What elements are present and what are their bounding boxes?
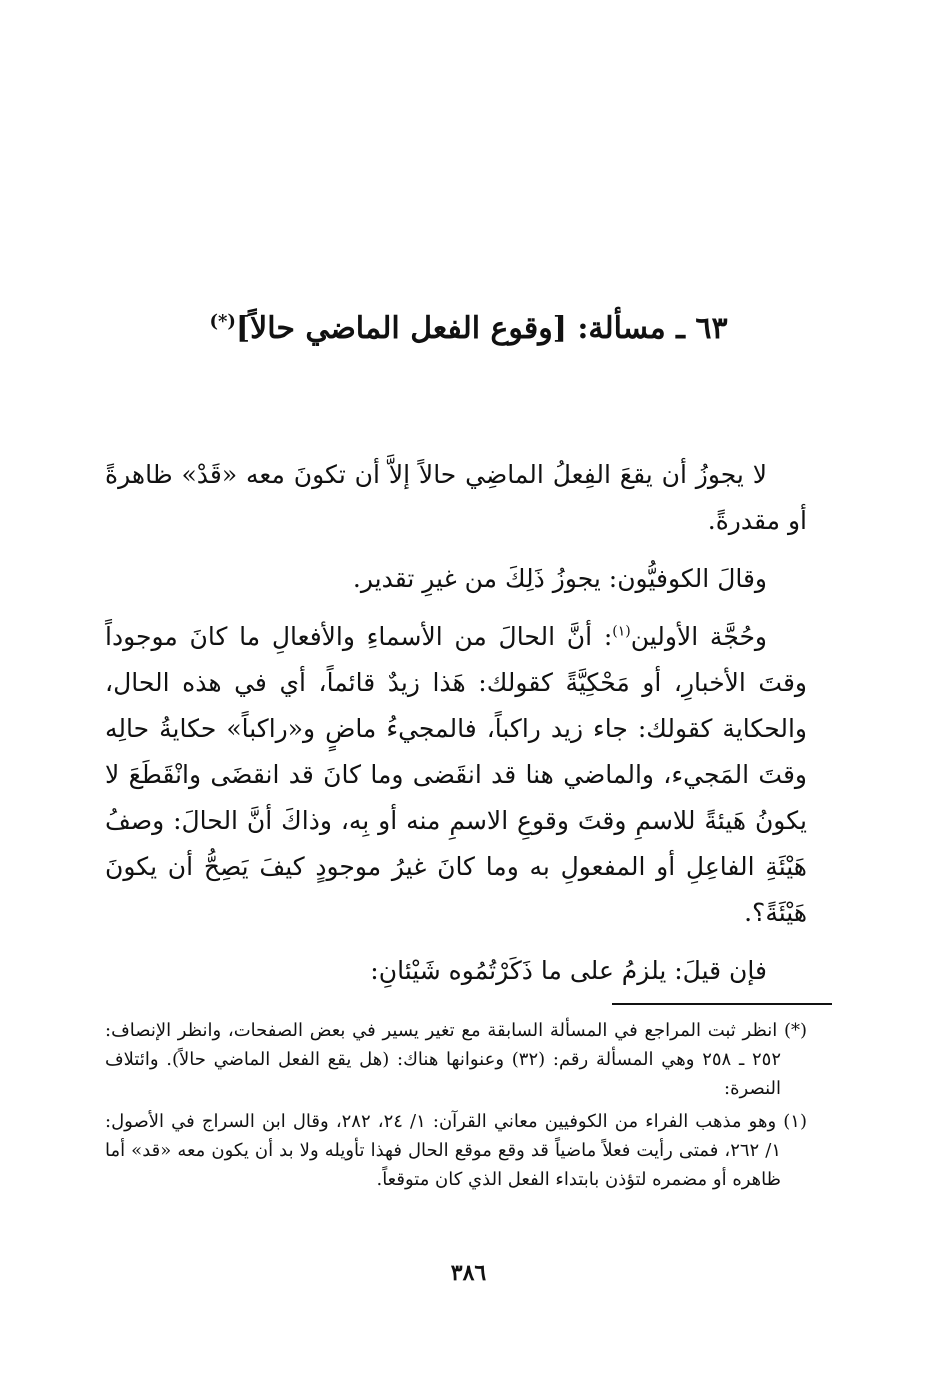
section-heading: مسألة: [وقوع الفعل الماضي حالاً] <box>235 311 666 346</box>
paragraph-2: وقالَ الكوفيُّون: يجوزُ ذَلِكَ من غيرِ تقدير. <box>352 564 767 593</box>
footnotes <box>105 1016 807 1198</box>
footnote-star: (*) انظر ثبت المراجع في المسألة السابقة مع تغير يسير في بعض الصفحات، وانظر الإنصاف: ٢٥٢ ـ ٢٥٨ وهي المسألة رقم: (٣٢) وعنوانها هناك: (هل يقع الفعل الماضي حالاً). وائتلاف النصرة: <box>105 1020 807 1099</box>
paragraph-3-lead: وحُجَّة الأولين <box>630 622 767 651</box>
paragraph-3-body: : أنَّ الحالَ من الأسماءِ والأفعالِ ما كانَ موجوداً وقتَ الأخبارِ، أو مَحْكِيَّةً كقولك: هَذا زيدٌ قائماً، أي في هذه الحال، والحكاية كقولك: جاء زيد راكباً، فالمجيءُ ماضٍ و«راكباً» حكايةُ حالِه وقتَ المَجيء، والماضي هنا قد انقَضى وما كانَ قد انقضَى وانْقَطَعَ لا يكونُ هَيئةً للاسمِ وقتَ وقوعِ الاسمِ منه أو بِه، وذاكَ أنَّ الحالَ: وصفُ هَيْئَةِ الفاعِلِ أو المفعولِ به وما كانَ غيرُ موجودٍ كيفَ يَصِحُّ أن يكونَ هَيْئَةً؟. <box>105 622 807 927</box>
body-text <box>105 452 807 1006</box>
section-title <box>0 300 937 351</box>
footnote-1: (١) وهو مذهب الفراء من الكوفيين معاني القرآن: ١/ ٢٤، ٢٨٢، وقال ابن السراج في الأصول: ١/ ٢٦٢، فمتى رأيت فعلاً ماضياً قد وقع موقع الحال فهذا تأويله ولا بد أن يكون معه «قد» أما ظاهره أو مضمره لتؤذن بابتداء الفعل الذي كان متوقعاً. <box>105 1111 807 1190</box>
paragraph-3 <box>105 614 807 936</box>
section-number: ٦٣ <box>695 311 728 346</box>
paragraph-1: لا يجوزُ أن يقعَ الفِعلُ الماضِي حالاً إلاَّ أن تكونَ معه «قَدْ» ظاهرةً أو مقدرةً. <box>105 460 807 535</box>
paragraph-4: فإن قيلَ: يلزمُ على ما ذَكَرْتُمُوه شَيْئانِ: <box>370 956 767 985</box>
footnote-ref-1: (١) <box>612 623 631 640</box>
title-dash: ـ <box>665 311 685 346</box>
footnote-divider <box>612 1003 832 1005</box>
page-number: ٣٨٦ <box>450 1260 487 1286</box>
title-footnote-mark: (*) <box>209 311 236 332</box>
